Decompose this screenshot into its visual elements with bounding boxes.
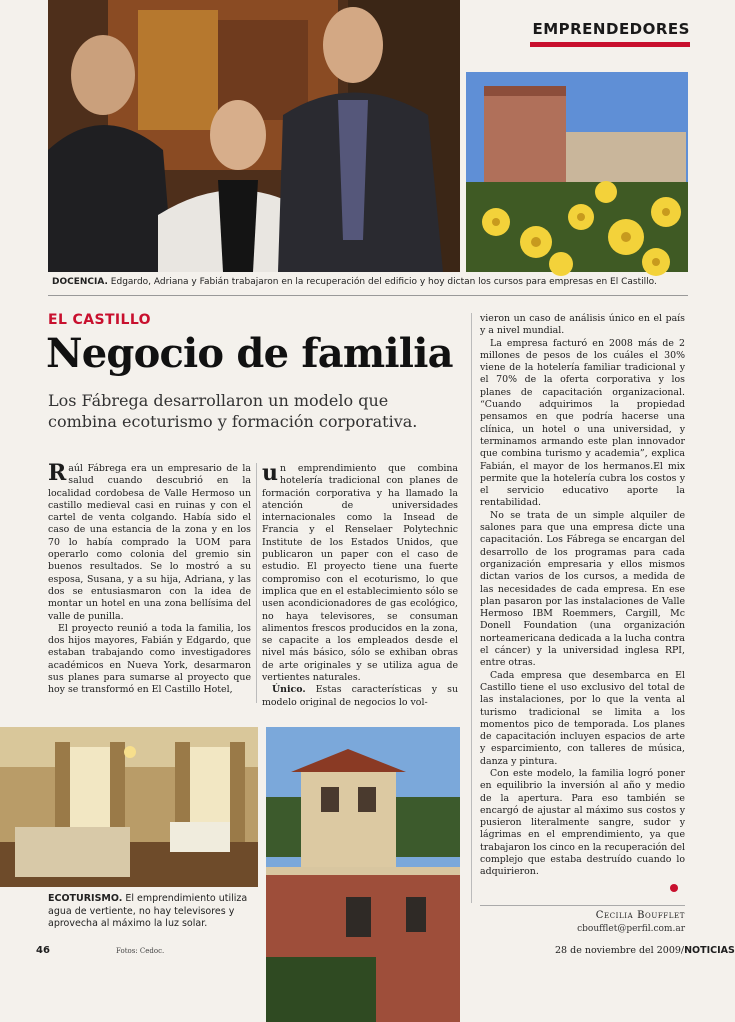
paragraph (262, 684, 458, 709)
article-end-mark (670, 884, 678, 892)
paragraph: Raúl Fábrega era un empresario de la salud cuando descubrió en la localidad cordobesa de Valle Hermoso un castillo medieval casi en ruinas y con el cartel de venta colgando. Había sido el caso de una estancia de la zona y en los 70 lo había comprado la UOM para operarlo como colonia del gremio sin buenos resultados. Se lo mostró a su esposa, Susana, y a su hija, Adriana, y las dos se entusiasmaron con la idea de montar un hotel en una zona bellísima del valle de punilla. (48, 460, 251, 622)
caption-divider (48, 295, 688, 296)
magazine-name: NOTICIAS (684, 945, 735, 956)
article-deck: Los Fábrega desarrollaron un modelo que combina ecoturismo y formación corporativa. (48, 391, 418, 431)
paragraph-text: Estas características y su modelo original de negocios lo vol- (262, 684, 459, 708)
article-column-1 (48, 460, 251, 697)
paragraph: un emprendimiento que combina hotelería tradicional con planes de formación corporativa y ha llamado la atención de universidades internacionales como la Insead de Francia y el Renselaer Polytechnic Institute de los Estados Unidos, que publicaron un paper con el caso de estudio. El proyecto tiene una fuerte compromiso con el ecoturismo, lo que implica que en el establecimiento sólo se usen acondicionadores de gas ecológico, no haya televisores, se consuman alimentos frescos producidos en la zona, se capacite a los empleados desde el nivel más básico, sólo se exhiban obras de arte originales y se utiliza agua de vertientes naturales. (262, 460, 458, 684)
caption-label: DOCENCIA. (52, 277, 108, 287)
section-rule (530, 42, 690, 47)
paragraph: No se trata de un simple alquiler de salones para que una empresa dicte una capacitación. Los Fábrega se encargan del desarrollo de los programas para cada organización empresaria y ellos mismos dictan varios de los cursos, a medida de las necesidades de cada empresa. En ese plan pasaron por las instalaciones de Valle Hermoso IBM Roemmers, Cargill, Mc Donell Foundation (una organización norteamericana dedicada a la lucha contra el cáncer) y la universidad inglesa RPI, entre otras. (480, 509, 685, 669)
top-photo-caption (52, 276, 692, 288)
column-divider (256, 463, 257, 703)
paragraph: Con este modelo, la familia logró poner en equilibrio la inversión al año y medio de la apertura. Para eso también se encargó de ajustar al máximo sus costos y pusieron literalmente sangre, sudor y lágrimas en el emprendimiento, ya que trabajaron los cinco en la recuperación del complejo que estaba destruído cuando lo adquirieron. (480, 767, 685, 878)
column-divider (471, 313, 472, 903)
byline-divider (480, 905, 685, 906)
photo-credit: Fotos: Cedoc. (116, 947, 165, 955)
bottom-photo-caption (48, 893, 253, 931)
page-number: 46 (36, 945, 50, 956)
family-photo (48, 0, 460, 272)
caption-text: El emprendimiento utiliza agua de vertiente, no hay televisores y aprovecha al máximo la luz solar. (48, 893, 248, 929)
caption-text: Edgardo, Adriana y Fabián trabajaron en la recuperación del edificio y hoy dictan los cursos para empresas en El Castillo. (110, 277, 657, 287)
castle-tower-photo (266, 727, 460, 1022)
byline-email[interactable]: cboufflet@perfil.com.ar (577, 924, 685, 934)
paragraph: Cada empresa que desembarca en El Castillo tiene el uso exclusivo del total de las instalaciones, por lo que la venta al turismo tradicional se limita a los momentos pico de temporada. Los planes de capacitación incluyen espacios de arte y esparcimiento, con talleres de música, danza y pintura. (480, 669, 685, 767)
article-kicker: EL CASTILLO (48, 312, 151, 328)
caption-label: ECOTURISMO. (48, 893, 123, 904)
article-column-3 (480, 313, 685, 879)
byline-name: Cecilia Boufflet (595, 910, 685, 921)
castle-flowers-photo (466, 72, 688, 272)
paragraph: El proyecto reunió a toda la familia, los dos hijos mayores, Fabián y Edgardo, que estaban trabajando como investigadores académicos en Nueva York, desarmaron sus planes para sumarse al proyecto que hoy se transformó en El Castillo Hotel, (48, 622, 251, 696)
paragraph: La empresa facturó en 2008 más de 2 millones de pesos de los cuáles el 30% viene de la hotelería familiar tradicional y el 70% de la oferta corporativa y los planes de capacitación organizacional. “Cuando adquirimos la propiedad pensamos en que podría hacerse una clínica, un hotel o una universidad, y terminamos armando este plan innovador que combina turismo y academia”, explica Fabián, el mayor de los hermanos.El mix permite que la hotelería cubra los costos y el servicio educativo aporte la rentabilidad. (480, 337, 685, 509)
subhead: Único. (272, 684, 306, 696)
article-column-2 (262, 460, 459, 709)
paragraph: vieron un caso de análisis único en el país y a nivel mundial. (480, 313, 685, 337)
issue-date: 28 de noviembre del 2009/ (555, 945, 685, 956)
footer-issue-date (555, 945, 735, 956)
hotel-room-photo (0, 727, 258, 887)
article-headline: Negocio de familia (46, 330, 453, 377)
section-label: EMPRENDEDORES (532, 20, 690, 38)
